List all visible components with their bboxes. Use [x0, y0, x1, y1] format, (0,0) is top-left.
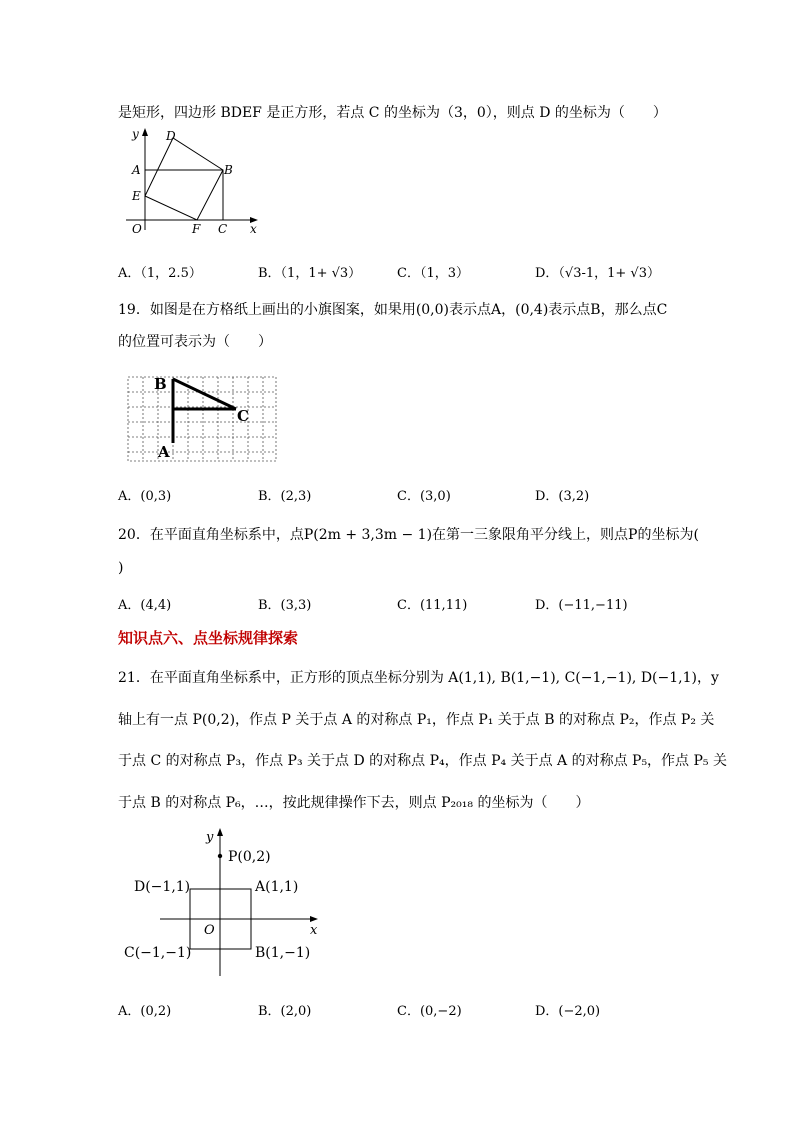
q18-option-b: B．（1，1+ √3）: [258, 266, 362, 281]
q18-figure: [118, 126, 268, 238]
q20-option-d: D．(−11,−11): [535, 598, 628, 613]
q21-label-c: C(−1,−1): [124, 945, 192, 961]
q19-grid-figure: [126, 375, 281, 465]
q21-option-d: D．(−2,0): [535, 1004, 601, 1019]
q21-line-1: 21．在平面直角坐标系中，正方形的顶点坐标分别为 A(1,1), B(1,−1), C(−1,−1), D(−1,1)，y: [118, 670, 719, 686]
section-heading: 知识点六、点坐标规律探索: [118, 629, 299, 647]
q21-option-b: B．(2,0): [258, 1004, 312, 1019]
q18-label-f: F: [192, 222, 201, 236]
q21-figure: [118, 826, 323, 978]
q21-line-2: 轴上有一点 P(0,2)，作点 P 关于点 A 的对称点 P₁，作点 P₁ 关于点 B 的对称点 P₂，作点 P₂ 关: [118, 712, 715, 728]
q18-label-d: D: [166, 129, 176, 143]
q20-line-1: 20．在平面直角坐标系中，点P(2m + 3,3m − 1)在第一三象限角平分线上，则点P的坐标为(: [118, 527, 699, 543]
q18-option-c: C．（1，3）: [397, 266, 469, 281]
q19-label-c: C: [237, 407, 249, 425]
q18-label-b: B: [224, 163, 233, 177]
q20-option-a: A．(4,4): [118, 598, 172, 613]
q20-line-2: ): [118, 560, 124, 576]
q20-option-b: B．(3,3): [258, 598, 312, 613]
q18-option-d: D．（√3-1，1+ √3）: [535, 266, 660, 281]
q18-label-c: C: [218, 222, 228, 236]
q21-label-d: D(−1,1): [134, 879, 191, 895]
q21-y-label: y: [206, 830, 214, 845]
q21-line-3: 于点 C 的对称点 P₃，作点 P₃ 关于点 D 的对称点 P₄，作点 P₄ 关于点 A 的对称点 P₅，作点 P₅ 关: [118, 753, 727, 769]
q18-y-label: y: [132, 127, 139, 141]
q19-label-b: B: [154, 375, 167, 393]
q20-option-c: C．(11,11): [397, 598, 468, 613]
q19-option-a: A．(0,3): [118, 489, 172, 504]
q21-x-label: x: [310, 923, 318, 938]
q18-x-label: x: [250, 222, 257, 236]
q18-option-a: A．（1，2.5）: [118, 266, 202, 281]
q19-line-2: 的位置可表示为（ ）: [118, 334, 272, 350]
q18-label-a: A: [132, 163, 141, 177]
q19-line-1: 19．如图是在方格纸上画出的小旗图案，如果用(0,0)表示点A，(0,4)表示点B，那么点C: [118, 302, 668, 318]
q21-option-c: C．(0,−2): [397, 1004, 462, 1019]
q21-label-a: A(1,1): [255, 879, 299, 895]
q21-option-a: A．(0,2): [118, 1004, 172, 1019]
q21-label-o: O: [204, 923, 215, 938]
q18-stem: 是矩形，四边形 BDEF 是正方形，若点 C 的坐标为（3，0），则点 D 的坐标为（ ）: [118, 105, 667, 121]
q18-label-o: O: [132, 222, 142, 236]
q19-option-d: D．(3,2): [535, 489, 590, 504]
q21-label-b: B(1,−1): [255, 945, 311, 961]
q18-label-e: E: [132, 189, 141, 203]
q21-line-4: 于点 B 的对称点 P₆，…，按此规律操作下去，则点 P₂₀₁₈ 的坐标为（ ）: [118, 795, 590, 811]
q21-label-p: P(0,2): [228, 849, 271, 865]
q19-option-b: B．(2,3): [258, 489, 312, 504]
q19-option-c: C．(3,0): [397, 489, 451, 504]
q19-label-a: A: [158, 443, 170, 461]
